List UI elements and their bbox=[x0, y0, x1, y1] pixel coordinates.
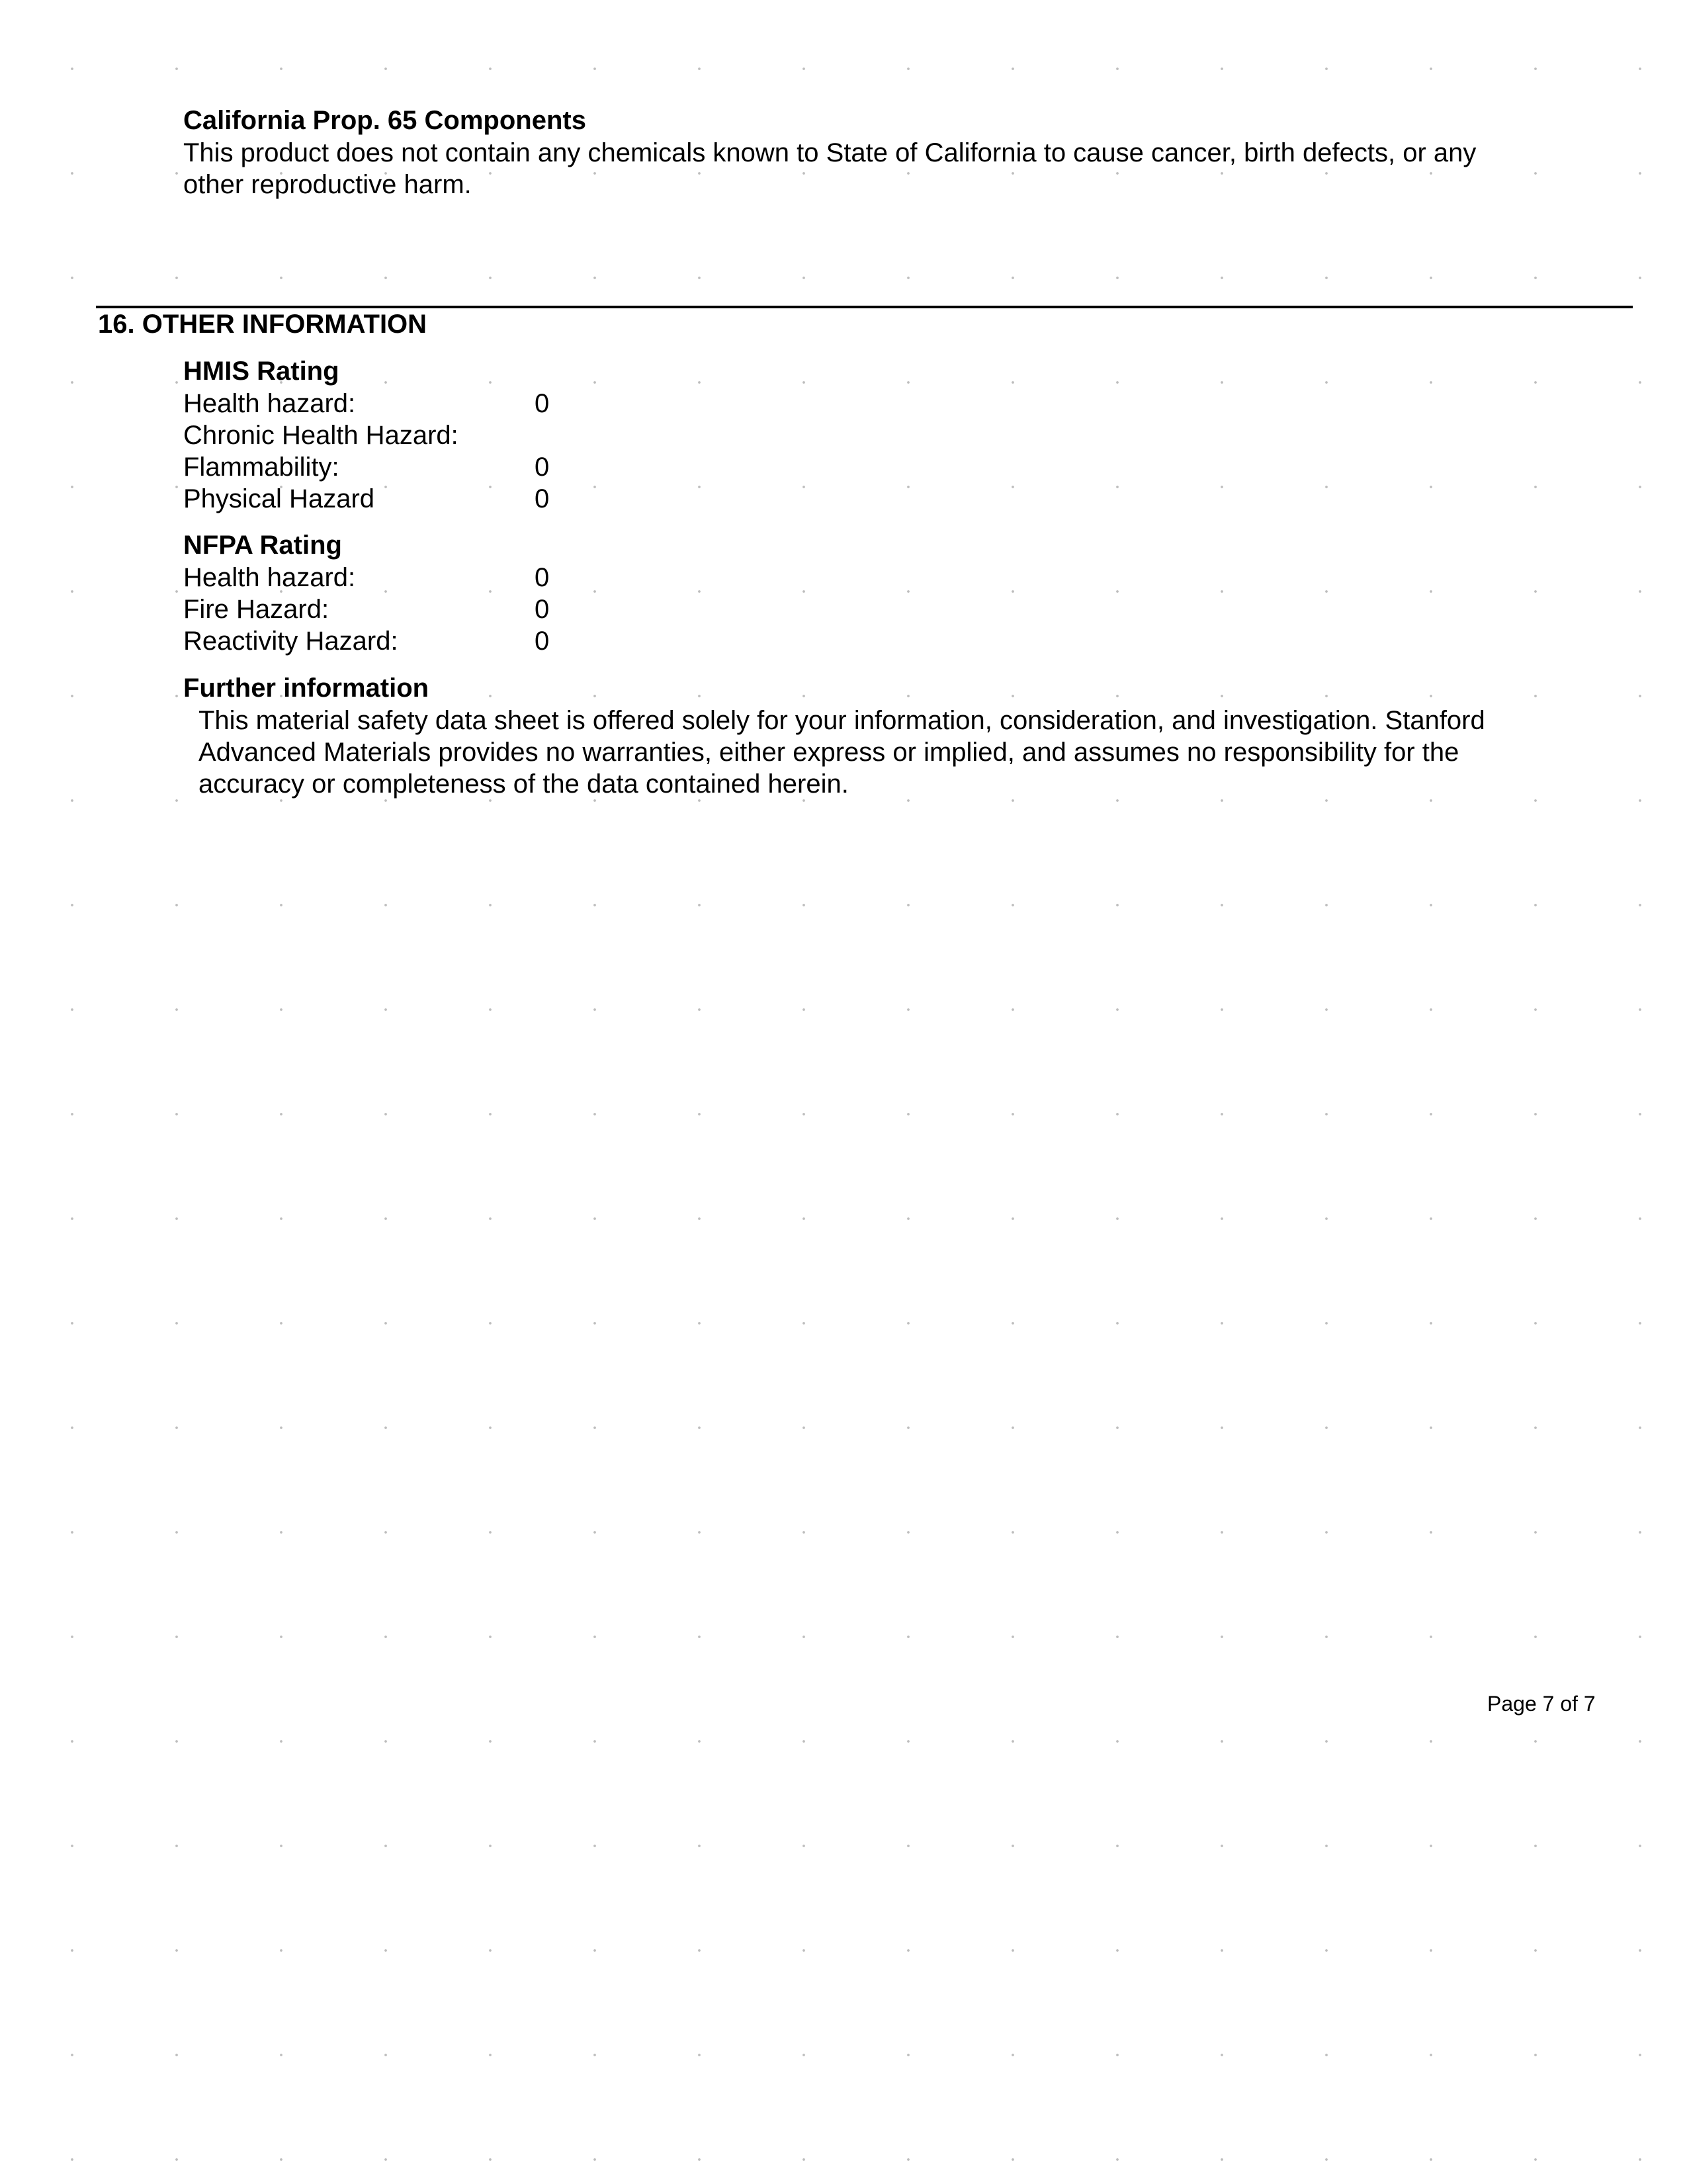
nfpa-row-value: 0 bbox=[535, 595, 550, 624]
hmis-row-label: Health hazard: bbox=[183, 389, 356, 418]
california-prop65-text: This product does not contain any chemicals known to State of California to cause cancer, birth defects, or any other reproductive harm. bbox=[183, 138, 1477, 199]
hmis-row-label: Physical Hazard bbox=[183, 484, 375, 513]
nfpa-row bbox=[183, 625, 779, 657]
nfpa-rating-heading: NFPA Rating bbox=[183, 531, 342, 560]
further-information-heading: Further information bbox=[183, 674, 429, 703]
nfpa-row-label: Reactivity Hazard: bbox=[183, 627, 398, 656]
hmis-rating-heading: HMIS Rating bbox=[183, 357, 339, 386]
nfpa-row-label: Fire Hazard: bbox=[183, 595, 329, 624]
hmis-row bbox=[183, 419, 779, 451]
california-prop65-heading: California Prop. 65 Components bbox=[183, 106, 586, 135]
hmis-row-label: Chronic Health Hazard: bbox=[183, 421, 458, 450]
hmis-row bbox=[183, 483, 779, 515]
nfpa-row-value: 0 bbox=[535, 627, 550, 656]
nfpa-row bbox=[183, 593, 779, 625]
nfpa-row-value: 0 bbox=[535, 563, 550, 592]
nfpa-row bbox=[183, 562, 779, 593]
further-information-text: This material safety data sheet is offered solely for your information, consideration, and investigation. Stanford Advanced Materials provides no warranties, either express or implied, and assumes no responsibility for the accuracy or completeness of the data contained herein. bbox=[198, 706, 1485, 799]
hmis-row bbox=[183, 451, 779, 483]
hmis-row-value: 0 bbox=[535, 389, 550, 418]
hmis-row-label: Flammability: bbox=[183, 453, 339, 482]
section-16-title: 16. OTHER INFORMATION bbox=[98, 310, 427, 339]
hmis-row bbox=[183, 388, 779, 419]
hmis-row-value: 0 bbox=[535, 453, 550, 482]
hmis-row-value: 0 bbox=[535, 484, 550, 513]
nfpa-row-label: Health hazard: bbox=[183, 563, 356, 592]
page-number: Page 7 of 7 bbox=[1487, 1692, 1596, 1716]
